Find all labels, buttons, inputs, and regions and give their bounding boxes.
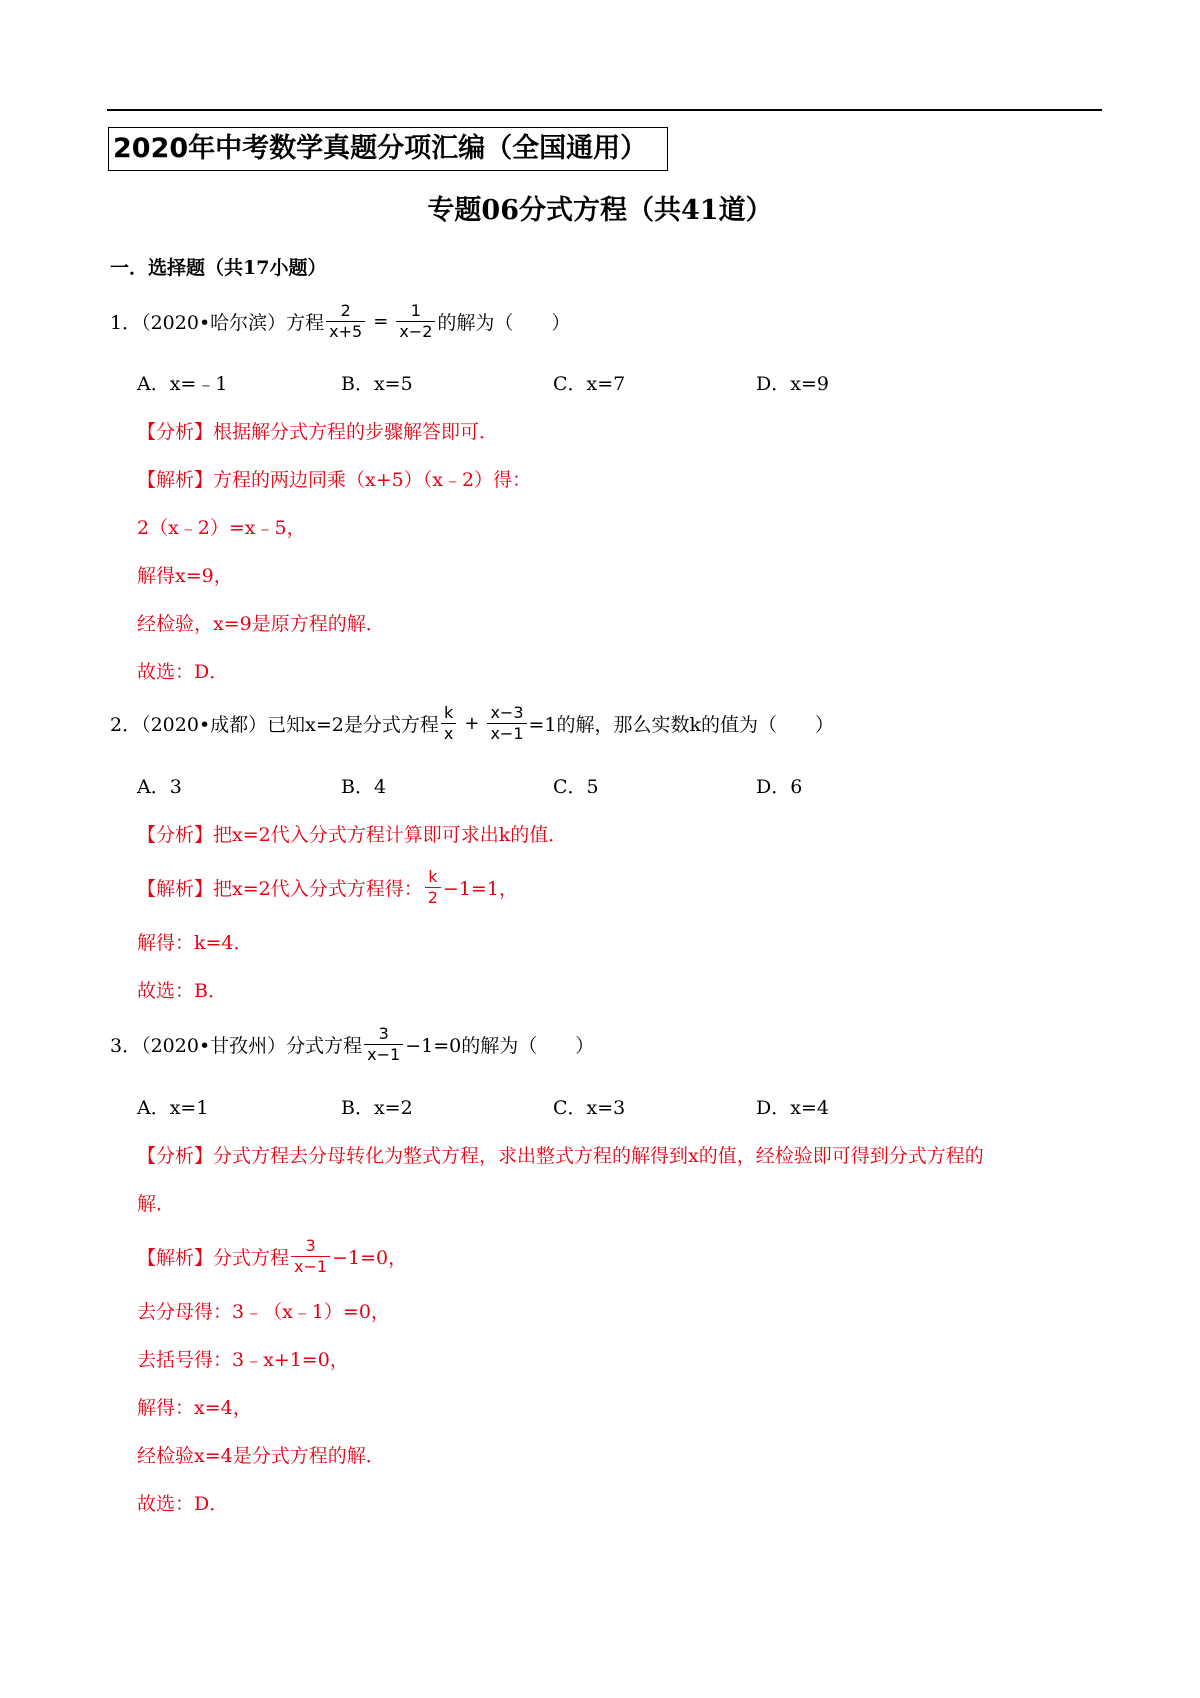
question-2-option-b: B．4	[341, 776, 387, 798]
question-1-prefix: 1．（2020•哈尔滨）方程	[110, 312, 325, 334]
question-2-solution-suffix: −1=1，	[442, 878, 518, 900]
question-1-equals: =	[373, 311, 389, 332]
question-3-solution-numerator: 3	[305, 1236, 316, 1255]
question-2-option-c: C．5	[553, 776, 599, 798]
question-3-option-a: A．x=1	[137, 1097, 209, 1119]
question-2-solution-numerator: k	[428, 867, 438, 886]
question-2-solution	[137, 868, 518, 907]
question-1-step-2: 解得x=9，	[137, 565, 233, 587]
question-2-solution-fraction	[425, 868, 441, 907]
question-1-answer: 故选：D．	[137, 661, 229, 683]
question-3-step-1: 去分母得：3﹣（x﹣1）=0，	[137, 1301, 390, 1323]
question-1-step-3: 经检验，x=9是原方程的解．	[137, 613, 385, 635]
question-2-answer: 故选：B．	[137, 980, 227, 1002]
question-3-option-d: D．x=4	[756, 1097, 829, 1119]
question-3-suffix: −1=0的解为（ ）	[405, 1035, 595, 1057]
question-3-fraction-denominator: x−1	[364, 1044, 403, 1064]
question-1-fraction-1-numerator: 2	[340, 301, 351, 320]
question-1-option-c: C．x=7	[553, 373, 626, 395]
question-1-fraction-2-denominator: x−2	[396, 321, 435, 341]
question-2-fraction-1	[441, 704, 456, 743]
question-3-step-4: 经检验x=4是分式方程的解．	[137, 1445, 385, 1467]
question-2-prefix: 2．（2020•成都）已知x=2是分式方程	[110, 714, 439, 736]
section-heading: 一．选择题（共17小题）	[110, 257, 327, 279]
question-2-solution-denominator: 2	[425, 887, 441, 907]
question-1-step-1: 2（x﹣2）=x﹣5，	[137, 517, 306, 539]
question-1-analysis: 【分析】根据解分式方程的步骤解答即可．	[137, 421, 499, 443]
question-2-fraction-2-numerator: x−3	[490, 703, 524, 722]
question-3-fraction	[364, 1025, 403, 1064]
question-1-fraction-1	[326, 302, 365, 341]
question-2-fraction-2-denominator: x−1	[487, 723, 526, 743]
question-2-fraction-1-denominator: x	[441, 723, 456, 743]
question-3-step-3: 解得：x=4，	[137, 1397, 252, 1419]
question-2-option-d: D．6	[756, 776, 803, 798]
question-2-fraction-1-numerator: k	[443, 703, 454, 722]
question-3-solution-denominator: x−1	[291, 1256, 330, 1276]
question-3-solution-suffix: −1=0，	[332, 1247, 408, 1269]
question-1-option-b: B．x=5	[341, 373, 413, 395]
document-title: 专题06分式方程（共41道）	[427, 195, 773, 226]
question-3-prefix: 3．（2020•甘孜州）分式方程	[110, 1035, 363, 1057]
question-1-fraction-1-denominator: x+5	[326, 321, 365, 341]
question-3-analysis-continued: 解．	[137, 1193, 176, 1215]
question-2-step-1: 解得：k=4．	[137, 932, 253, 954]
question-3-answer: 故选：D．	[137, 1493, 229, 1515]
question-3-option-b: B．x=2	[341, 1097, 413, 1119]
question-3-solution	[137, 1237, 407, 1276]
question-1-option-a: A．x=﹣1	[137, 373, 228, 395]
question-1-fraction-2	[396, 302, 435, 341]
question-1-option-d: D．x=9	[756, 373, 829, 395]
question-3-fraction-numerator: 3	[378, 1024, 389, 1043]
question-2-solution-prefix: 【解析】把x=2代入分式方程得：	[137, 878, 423, 900]
header-rule	[107, 109, 1102, 111]
question-2-suffix: =1的解，那么实数k的值为（ ）	[528, 714, 835, 736]
question-1-stem	[110, 302, 570, 341]
header-banner: 2020年中考数学真题分项汇编（全国通用）	[108, 127, 668, 171]
question-1-suffix: 的解为（ ）	[437, 312, 571, 334]
question-2-option-a: A．3	[137, 776, 182, 798]
question-1-fraction-2-numerator: 1	[410, 301, 421, 320]
question-3-step-2: 去括号得：3﹣x+1=0，	[137, 1349, 349, 1371]
question-3-option-c: C．x=3	[553, 1097, 626, 1119]
question-2-plus: +	[464, 713, 480, 734]
question-3-stem	[110, 1025, 594, 1064]
question-2-analysis: 【分析】把x=2代入分式方程计算即可求出k的值．	[137, 824, 568, 846]
question-1-solution: 【解析】方程的两边同乘（x+5）（x﹣2）得：	[137, 469, 532, 491]
question-3-solution-prefix: 【解析】分式方程	[137, 1247, 290, 1269]
question-3-analysis: 【分析】分式方程去分母转化为整式方程，求出整式方程的解得到x的值，经检验即可得到分式方程的	[137, 1145, 984, 1167]
question-3-solution-fraction	[291, 1237, 330, 1276]
question-2-stem	[110, 704, 834, 743]
question-2-fraction-2	[487, 704, 526, 743]
